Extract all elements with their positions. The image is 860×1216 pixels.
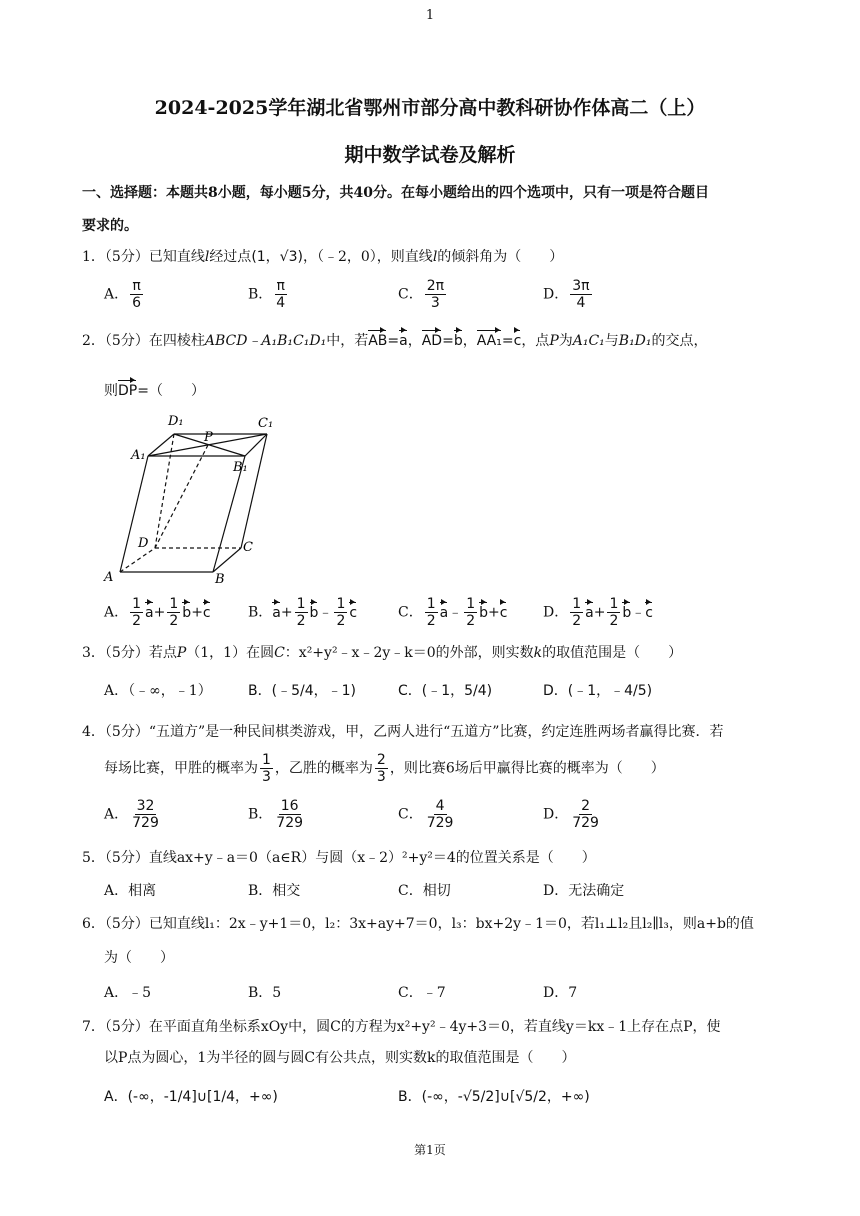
q5-stem: 5．（5分）直线ax+y﹣a＝0（a∈R）与圆（x﹣2）²+y²＝4的位置关系是（ ）	[82, 850, 596, 866]
q3-stem: 3．（5分）若点P（1，1）在圆C：x²+y²﹣x﹣2y﹣k＝0的外部，则实数k的取值范围是（ ）	[82, 645, 683, 661]
q3-option-c: C．(﹣1，5/4)	[398, 683, 493, 699]
edge-c1-c	[241, 434, 267, 548]
section-heading: 一、选择题：本题共8小题，每小题5分，共40分。在每小题给出的四个选项中，只有一项是符合题目	[82, 185, 709, 201]
q7-option-a: A．(-∞，-1/4]∪[1/4，+∞)	[104, 1089, 278, 1105]
label-c1: C₁	[258, 416, 274, 431]
hidden-p-d	[155, 445, 208, 548]
label-a: A	[104, 570, 114, 585]
hidden-d1-d	[155, 434, 174, 548]
title-line-1: 2024-2025学年湖北省鄂州市部分高中教科研协作体高二（上）	[154, 97, 706, 119]
label-p: P	[204, 430, 213, 445]
section-heading-cont: 要求的。	[82, 218, 138, 234]
q4-stem-1: 4．（5分）“五道方”是一种民间棋类游戏，甲，乙两人进行“五道方”比赛，约定连胜两场者赢得比赛．若	[82, 724, 724, 740]
q6-option-d: D．7	[543, 985, 578, 1001]
q3-option-d: D．(﹣1，﹣4/5)	[543, 683, 653, 699]
q2-option-d: D． $\frac{1}{2}$ a+ $\frac{1}{2}$ b﹣c	[543, 596, 653, 629]
q6-stem-2: 为（ ）	[104, 950, 174, 966]
q2-option-c: C． $\frac{1}{2}$ a﹣ $\frac{1}{2}$ b+c	[398, 596, 508, 629]
prism-figure	[100, 405, 285, 590]
q1-stem: 1．（5分）已知直线l经过点(1，√3)，（﹣2，0），则直线l的倾斜角为（ ）	[82, 249, 564, 265]
q3-option-a: A．（﹣∞，﹣1）	[104, 683, 212, 699]
q7-option-b: B．(-∞，-√5/2]∪[√5/2，+∞)	[398, 1089, 590, 1105]
q5-option-c: C．相切	[398, 883, 451, 899]
q6-stem-1: 6．（5分）已知直线l₁：2x﹣y+1＝0，l₂：3x+ay+7＝0，l₃：bx+2y﹣1＝0，若l₁⊥l₂且l₂∥l₃，则a+b的值	[82, 916, 754, 932]
q2-option-b: B．a+ $\frac{1}{2}$ b﹣ $\frac{1}{2}$ c	[248, 596, 358, 629]
label-a1: A₁	[131, 448, 146, 463]
q4-option-c: C． $\frac{4}{729}$	[398, 798, 454, 831]
label-d1: D₁	[168, 414, 184, 429]
q5-option-a: A．相离	[104, 883, 157, 899]
q1-option-b: B． $\frac{\pi}{4}$	[248, 278, 286, 311]
page-number: 1	[425, 8, 435, 23]
q6-option-a: A．﹣5	[104, 985, 152, 1001]
q2-option-a: A． $\frac{1}{2}$ a+ $\frac{1}{2}$ b+c	[104, 596, 211, 629]
label-c: C	[243, 540, 253, 555]
page-footer: 第1页	[414, 1143, 446, 1157]
q4-option-b: B． $\frac{16}{729}$	[248, 798, 304, 831]
q4-option-d: D． $\frac{2}{729}$	[543, 798, 599, 831]
q6-option-b: B．5	[248, 985, 282, 1001]
q5-option-b: B．相交	[248, 883, 301, 899]
q2-stem: 2．（5分）在四棱柱ABCD﹣A₁B₁C₁D₁中，若AB=a，AD=b，AA₁=c，点P为A₁C₁与B₁D₁的交点，	[82, 333, 708, 349]
label-b1: B₁	[233, 460, 248, 475]
edge-b-c	[213, 548, 241, 572]
q3-option-b: B．(﹣5/4，﹣1)	[248, 683, 356, 699]
edge-a1-a	[120, 456, 148, 572]
q4-option-a: A． $\frac{32}{729}$	[104, 798, 159, 831]
q7-stem-2: 以P点为圆心，1为半径的圆与圆C有公共点，则实数k的取值范围是（ ）	[104, 1050, 576, 1066]
q1-option-c: C． $\frac{2\pi}{3}$	[398, 278, 445, 311]
q6-option-c: C．﹣7	[398, 985, 446, 1001]
q2-ask: 则DP=（ ）	[104, 383, 205, 399]
label-d: D	[138, 536, 149, 551]
q5-option-d: D．无法确定	[543, 883, 625, 899]
q1-option-d: D． $\frac{3\pi}{4}$	[543, 278, 590, 311]
edge-a1-d1	[148, 434, 174, 456]
label-b: B	[215, 572, 225, 587]
q4-stem-2: 每场比赛，甲胜的概率为 $\frac{1}{3}$ ，乙胜的概率为 $\frac{2}{3}$ ，则比赛6场后甲赢得比赛的概率为（ ）	[104, 752, 665, 785]
title-line-2: 期中数学试卷及解析	[344, 144, 516, 166]
q7-stem-1: 7．（5分）在平面直角坐标系xOy中，圆C的方程为x²+y²﹣4y+3＝0，若直线y＝kx﹣1上存在点P，使	[82, 1019, 721, 1035]
q1-option-a: A． $\frac{\pi}{6}$	[104, 278, 142, 311]
